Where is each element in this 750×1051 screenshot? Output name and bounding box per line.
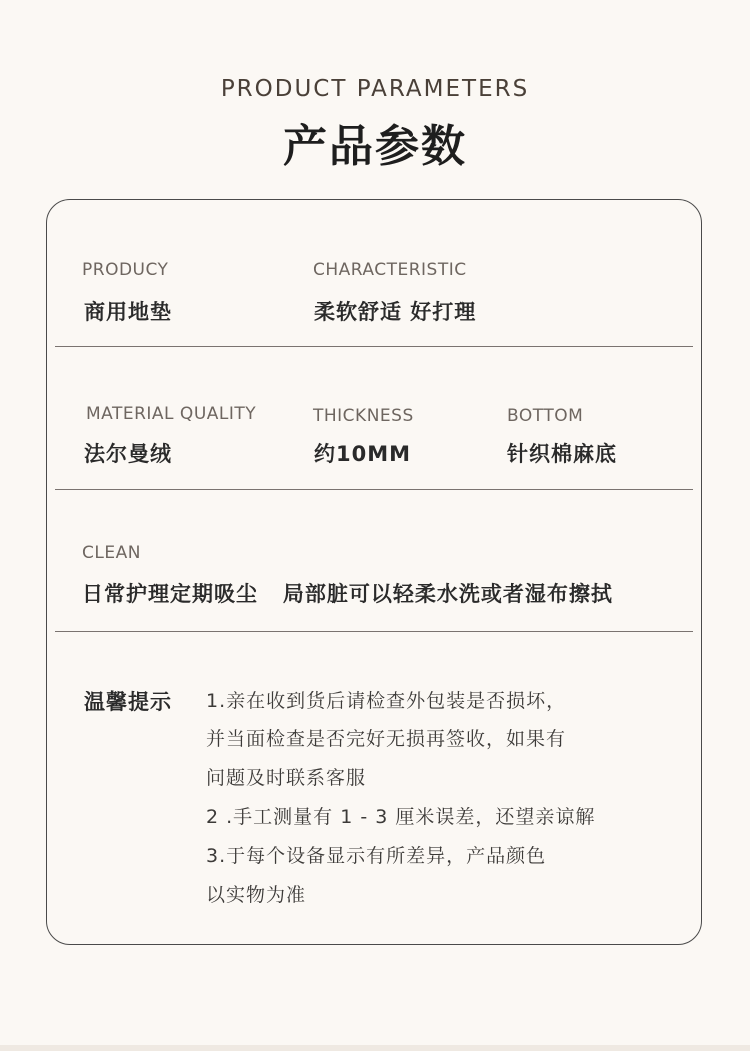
tip-line: 以实物为准 xyxy=(206,884,307,906)
product-value: 商用地垫 xyxy=(84,300,172,324)
tip-line: 2 .手工测量有 1 - 3 厘米误差，还望亲谅解 xyxy=(206,806,596,828)
product-label: PRODUCY xyxy=(82,260,169,280)
tip-line: 3.于每个设备显示有所差异，产品颜色 xyxy=(206,845,547,867)
tips-title: 温馨提示 xyxy=(84,690,172,714)
thickness-label: THICKNESS xyxy=(313,406,414,426)
footer-bar xyxy=(0,1045,750,1051)
page-title: 产品参数 xyxy=(283,121,467,172)
tip-line: 1.亲在收到货后请检查外包装是否损坏， xyxy=(206,690,567,712)
divider xyxy=(55,631,693,632)
thickness-value: 约10MM xyxy=(314,442,412,466)
tip-line: 并当面检查是否完好无损再签收，如果有 xyxy=(206,728,567,750)
clean-label: CLEAN xyxy=(82,543,141,563)
divider xyxy=(55,489,693,490)
clean-value: 日常护理定期吸尘 局部脏可以轻柔水洗或者湿布擦拭 xyxy=(82,582,613,606)
english-title: PRODUCT PARAMETERS xyxy=(220,76,530,102)
bottom-label: BOTTOM xyxy=(507,406,584,426)
characteristic-label: CHARACTERISTIC xyxy=(313,260,467,280)
characteristic-value: 柔软舒适 好打理 xyxy=(314,300,477,324)
divider xyxy=(55,346,693,347)
material-label: MATERIAL QUALITY xyxy=(86,404,257,424)
bottom-value: 针织棉麻底 xyxy=(507,442,617,466)
material-value: 法尔曼绒 xyxy=(84,442,172,466)
tip-line: 问题及时联系客服 xyxy=(206,767,367,789)
parameters-card xyxy=(46,199,702,945)
